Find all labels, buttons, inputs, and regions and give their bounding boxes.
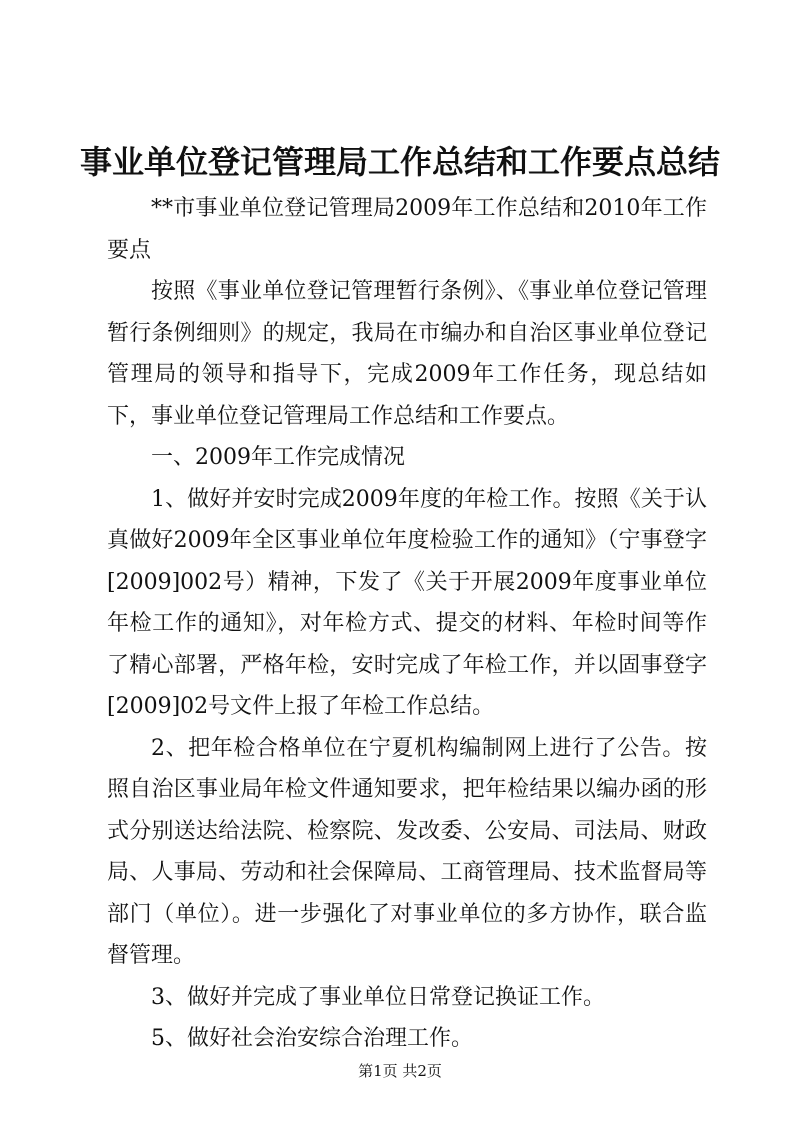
section-heading: 一、2009年工作完成情况 bbox=[151, 445, 405, 470]
paragraph-item-3: 3、做好并完成了事业单位日常登记换证工作。 bbox=[151, 984, 605, 1010]
paragraph-subtitle: **市事业单位登记管理局2009年工作总结和2010年工作要点 bbox=[107, 196, 707, 263]
paragraph-item-2: 2、把年检合格单位在宁夏机构编制网上进行了公告。按照自治区事业局年检文件通知要求，把年检结果以编办函的形式分别送达给法院、检察院、发改委、公安局、司法局、财政局、人事局、劳动和社会保障局、工商管理局、技术监督局等部门（单位）。进一步强化了对事业单位的多方协作，联合监督管理。 bbox=[107, 735, 707, 968]
paragraph-item-1: 1、做好并安时完成2009年度的年检工作。按照《关于认真做好2009年全区事业单位年度检验工作的通知》（宁事登字[2009]002号）精神，下发了《关于开展2009年度事业单位年检工作的通知》，对年检方式、提交的材料、年检时间等作了精心部署，严格年检，安时完成了年检工作，并以固事登字[2009]02号文件上报了年检工作总结。 bbox=[107, 486, 707, 719]
page-number: 第1页 共2页 bbox=[358, 1062, 442, 1080]
paragraph-item-5: 5、做好社会治安综合治理工作。 bbox=[151, 1026, 473, 1051]
document-body bbox=[107, 188, 707, 1060]
document-title: 事业单位登记管理局工作总结和工作要点总结 bbox=[79, 143, 720, 181]
paragraph-intro: 按照《事业单位登记管理暂行条例》、《事业单位登记管理暂行条例细则》的规定，我局在市编办和自治区事业单位登记管理局的领导和指导下，完成2009年工作任务，现总结如下，事业单位登记管理局工作总结和工作要点。 bbox=[107, 279, 707, 429]
